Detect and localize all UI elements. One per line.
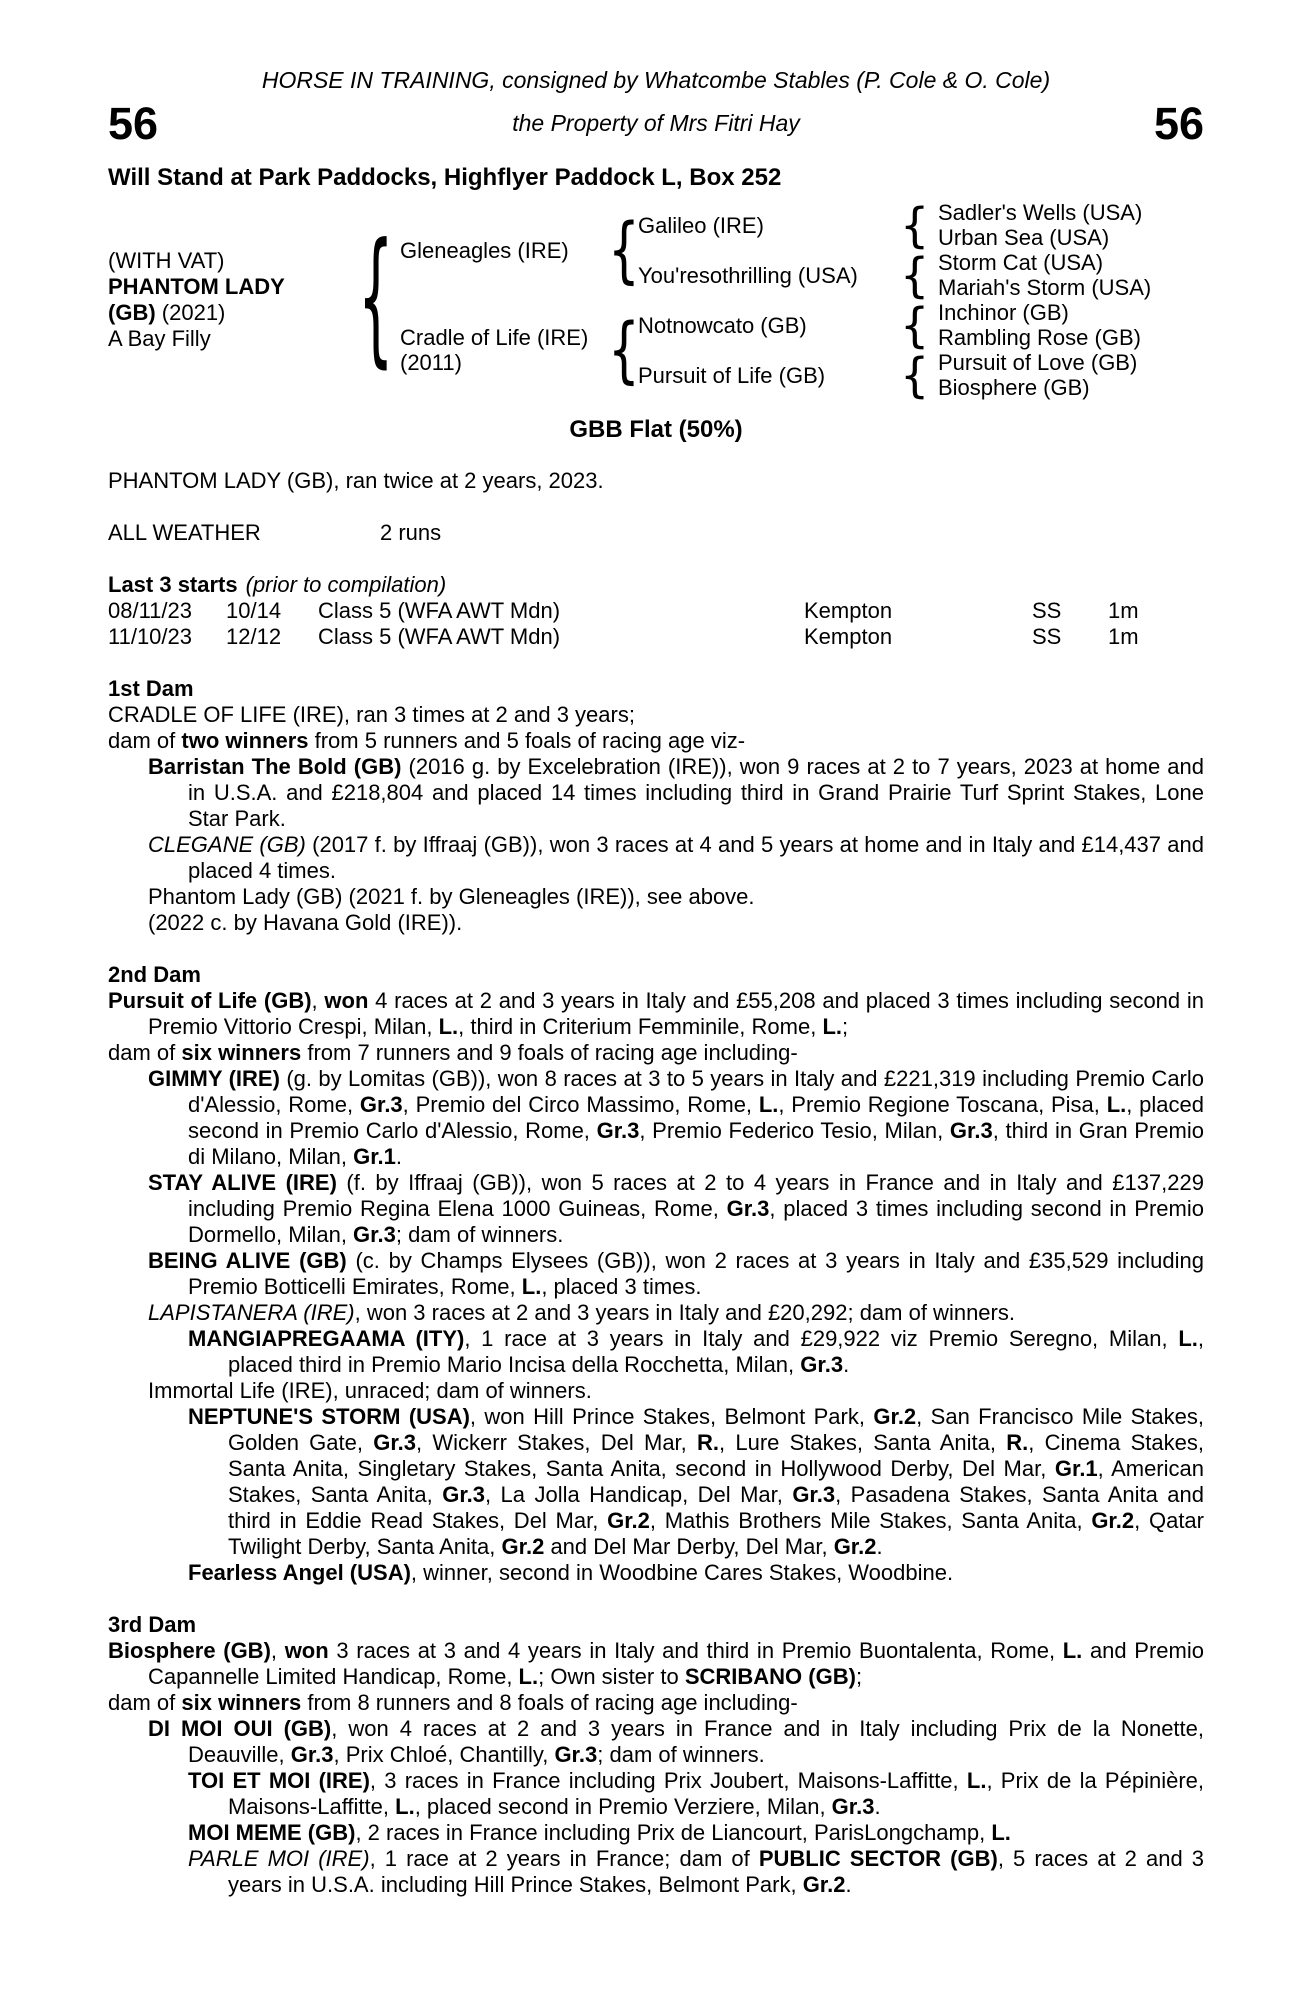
paragraph-segment: L. xyxy=(438,1014,459,1039)
paragraph-segment: Gr.3 xyxy=(373,1430,417,1455)
paragraph-segment: Fearless Angel (USA) xyxy=(188,1560,411,1585)
paragraph-segment: NEPTUNE'S STORM (USA) xyxy=(188,1404,470,1429)
paragraph-segment: ; dam of winners. xyxy=(597,1742,765,1767)
paragraph-segment: . xyxy=(843,1352,850,1377)
pedigree-brace-root: { xyxy=(358,214,394,384)
paragraph-segment: Phantom Lady (GB) (2021 f. by Gleneagles (IRE)), see above. xyxy=(148,884,755,909)
pedigree-brace-dam: { xyxy=(608,307,640,393)
paragraph-segment: MOI MEME (GB) xyxy=(188,1820,356,1845)
catalogue-paragraph xyxy=(108,1248,1204,1300)
horse-suffix-year xyxy=(108,300,358,326)
paragraph-segment: ; xyxy=(855,1664,863,1689)
dam-section xyxy=(108,1612,1204,1898)
paragraph-segment: Gr.3 xyxy=(596,1118,640,1143)
pedigree-brace-pair-4: { xyxy=(900,347,930,403)
paragraph-segment: , American Stakes, Santa Anita, xyxy=(228,1456,1204,1507)
paragraph-segment: Gr.3 xyxy=(554,1742,598,1767)
race-start-position: 10/14 xyxy=(226,598,282,623)
dam-section xyxy=(108,962,1204,1586)
race-start-course: Kempton xyxy=(804,598,893,623)
paragraph-segment: two winners xyxy=(181,728,309,753)
lot-header xyxy=(108,98,1204,150)
paragraph-segment: (2016 g. by Excelebration (IRE)), won 9 races at 2 to 7 years, 2023 at home and in U.S.A. and £218,804 and placed 14 times including third in Grand Prairie Turf Sprint Stakes, Lone Star Park. xyxy=(188,754,1204,831)
great-grandparent: Inchinor (GB) xyxy=(938,300,1069,325)
catalogue-paragraph xyxy=(108,1846,1204,1898)
dam-section xyxy=(108,676,1204,936)
pedigree-brace-pair-3: { xyxy=(900,297,930,353)
paragraph-segment: L. xyxy=(518,1664,539,1689)
grandsire-maternal: Notnowcato (GB) xyxy=(638,312,807,338)
surface-record xyxy=(108,520,1204,546)
catalogue-paragraph xyxy=(108,1690,1204,1716)
paragraph-segment: Gr.3 xyxy=(792,1482,836,1507)
paragraph-segment: , Mathis Brothers Mile Stakes, Santa Anita, xyxy=(649,1508,1092,1533)
paragraph-segment: Gr.3 xyxy=(800,1352,844,1377)
paragraph-segment: from 7 runners and 9 foals of racing age including- xyxy=(301,1040,798,1065)
surface-runs: 2 runs xyxy=(380,520,442,545)
paragraph-segment: , won 3 races at 2 and 3 years in Italy and £20,292; dam of winners. xyxy=(354,1300,1015,1325)
paragraph-segment: PUBLIC SECTOR (GB) xyxy=(758,1846,998,1871)
paragraph-segment: L. xyxy=(1178,1326,1198,1351)
paragraph-segment: and Del Mar Derby, Del Mar, xyxy=(544,1534,834,1559)
great-grandparent: Mariah's Storm (USA) xyxy=(938,275,1152,300)
paragraph-segment: CLEGANE (GB) xyxy=(148,832,306,857)
paragraph-segment: . xyxy=(395,1144,403,1169)
lot-number-right: 56 xyxy=(1153,98,1204,149)
paragraph-segment: SCRIBANO (GB) xyxy=(684,1664,856,1689)
paragraph-segment: dam of xyxy=(108,1690,182,1715)
catalogue-paragraph xyxy=(108,1716,1204,1768)
dam-heading: 1st Dam xyxy=(108,676,194,701)
paragraph-segment: Gr.1 xyxy=(353,1144,396,1169)
paragraph-segment: R. xyxy=(1006,1430,1029,1455)
pedigree-chart xyxy=(108,197,1204,403)
race-start-row xyxy=(108,624,1204,650)
paragraph-segment: , 5 races at 2 and 3 years in U.S.A. including Hill Prince Stakes, Belmont Park, xyxy=(228,1846,1205,1897)
paragraph-segment: Gr.2 xyxy=(1091,1508,1135,1533)
paragraph-segment: , 1 race at 3 years in Italy and £29,922 viz Premio Seregno, Milan, xyxy=(464,1326,1179,1351)
paragraph-segment: , placed 3 times. xyxy=(541,1274,702,1299)
paragraph-segment: won xyxy=(284,1638,329,1663)
paragraph-segment: 4 races at 2 and 3 years in Italy and £55,208 and placed 3 times including second in Premio Vittorio Crespi, Milan, xyxy=(148,988,1205,1039)
paragraph-segment: L. xyxy=(966,1768,987,1793)
catalogue-paragraph xyxy=(108,1066,1204,1170)
paragraph-segment: Gr.3 xyxy=(831,1794,875,1819)
catalogue-paragraph xyxy=(108,702,1204,728)
last-starts-label: Last 3 starts xyxy=(108,572,238,597)
paragraph-segment: , placed second in Premio Verziere, Milan, xyxy=(414,1794,832,1819)
paragraph-segment: STAY ALIVE (IRE) xyxy=(148,1170,337,1195)
paragraph-segment: L. xyxy=(521,1274,542,1299)
granddam-maternal: Pursuit of Life (GB) xyxy=(638,362,826,388)
paragraph-segment: BEING ALIVE (GB) xyxy=(148,1248,347,1273)
catalogue-paragraph xyxy=(108,1768,1204,1820)
great-grandparent: Urban Sea (USA) xyxy=(938,225,1110,250)
race-start-race: Class 5 (WFA AWT Mdn) xyxy=(318,598,561,623)
last-starts-note: (prior to compilation) xyxy=(245,572,447,597)
paragraph-segment: LAPISTANERA (IRE) xyxy=(148,1300,355,1325)
paragraph-segment: , winner, second in Woodbine Cares Stakes, Woodbine. xyxy=(410,1560,954,1585)
paragraph-segment: , Wickerr Stakes, Del Mar, xyxy=(416,1430,698,1455)
paragraph-segment: Barristan The Bold (GB) xyxy=(148,754,402,779)
paragraph-segment: , 3 races in France including Prix Joubert, Maisons-Laffitte, xyxy=(369,1768,967,1793)
paragraph-segment: , third in Gran Premio di Milano, Milan, xyxy=(188,1118,1204,1169)
stand-location-line: Will Stand at Park Paddocks, Highflyer Paddock L, Box 252 xyxy=(108,164,782,191)
paragraph-segment: CRADLE OF LIFE (IRE), ran 3 times at 2 and 3 years; xyxy=(108,702,635,727)
paragraph-segment: L. xyxy=(1062,1638,1083,1663)
catalogue-paragraph xyxy=(108,884,1204,910)
race-start-position: 12/12 xyxy=(226,624,282,649)
paragraph-segment: , Lure Stakes, Santa Anita, xyxy=(719,1430,1007,1455)
horse-description: A Bay Filly xyxy=(108,326,211,351)
catalogue-paragraph xyxy=(108,1300,1204,1326)
paragraph-segment: 3 races at 3 and 4 years in Italy and third in Premio Buontalenta, Rome, xyxy=(328,1638,1063,1663)
paragraph-segment: L. xyxy=(822,1014,843,1039)
paragraph-segment: , San Francisco Mile Stakes, Golden Gate, xyxy=(228,1404,1204,1455)
paragraph-segment: six winners xyxy=(181,1040,302,1065)
paragraph-segment: Gr.2 xyxy=(501,1534,545,1559)
dam-heading: 3rd Dam xyxy=(108,1612,197,1637)
paragraph-segment: from 8 runners and 8 foals of racing age including- xyxy=(301,1690,798,1715)
vat-note: (WITH VAT) xyxy=(108,248,225,273)
paragraph-segment: , Prix de la Pépinière, Maisons-Laffitte, xyxy=(228,1768,1204,1819)
great-grandparent: Pursuit of Love (GB) xyxy=(938,350,1138,375)
paragraph-segment: ; dam of winners. xyxy=(395,1222,564,1247)
race-start-distance: 1m xyxy=(1108,624,1139,649)
catalogue-paragraph xyxy=(108,1560,1204,1586)
dam-year-line: (2011) xyxy=(400,350,462,375)
paragraph-segment: , xyxy=(311,988,325,1013)
paragraph-segment: . xyxy=(845,1872,852,1897)
paragraph-segment: Gr.2 xyxy=(607,1508,650,1533)
race-start-going: SS xyxy=(1032,598,1062,623)
great-grandparent: Rambling Rose (GB) xyxy=(938,325,1141,350)
pedigree-brace-sire: { xyxy=(608,207,640,293)
paragraph-segment: dam of xyxy=(108,728,182,753)
race-start-row xyxy=(108,598,1204,624)
catalogue-paragraph xyxy=(108,728,1204,754)
granddam-paternal: You'resothrilling (USA) xyxy=(638,262,858,288)
race-start-date: 11/10/23 xyxy=(108,624,193,649)
race-starts-rows xyxy=(108,598,1204,650)
catalogue-paragraph xyxy=(108,1170,1204,1248)
grandsire-paternal: Galileo (IRE) xyxy=(638,212,764,238)
paragraph-segment: (2022 c. by Havana Gold (IRE)). xyxy=(148,910,463,935)
paragraph-segment: , placed third in Premio Mario Incisa della Rocchetta, Milan, xyxy=(228,1326,1204,1377)
paragraph-segment: from 5 runners and 5 foals of racing age viz- xyxy=(308,728,746,753)
paragraph-segment: , 2 races in France including Prix de Liancourt, ParisLongchamp, xyxy=(355,1820,992,1845)
paragraph-segment: R. xyxy=(697,1430,720,1455)
paragraph-segment: , won Hill Prince Stakes, Belmont Park, xyxy=(469,1404,874,1429)
paragraph-segment: Gr.3 xyxy=(442,1482,486,1507)
paragraph-segment: , Prix Chloé, Chantilly, xyxy=(333,1742,555,1767)
paragraph-segment: Gr.2 xyxy=(833,1534,877,1559)
paragraph-segment: , placed second in Premio Carlo d'Alessio, Rome, xyxy=(188,1092,1204,1143)
paragraph-segment: , Pasadena Stakes, Santa Anita and third in Eddie Read Stakes, Del Mar, xyxy=(228,1482,1204,1533)
race-start-going: SS xyxy=(1032,624,1062,649)
paragraph-segment: won xyxy=(324,988,369,1013)
great-grandparent: Sadler's Wells (USA) xyxy=(938,200,1143,225)
catalogue-paragraph xyxy=(108,1638,1204,1690)
paragraph-segment: , third in Criterium Femminile, Rome, xyxy=(458,1014,823,1039)
paragraph-segment: , 1 race at 2 years in France; dam of xyxy=(369,1846,759,1871)
gbb-flat-line: GBB Flat (50%) xyxy=(569,416,743,443)
dam-name xyxy=(400,325,608,375)
catalogue-paragraph xyxy=(108,1040,1204,1066)
property-line: the Property of Mrs Fitri Hay xyxy=(512,110,800,136)
paragraph-segment: . xyxy=(874,1794,881,1819)
paragraph-segment: L. xyxy=(1106,1092,1127,1117)
paragraph-segment: dam of xyxy=(108,1040,182,1065)
paragraph-segment: , xyxy=(270,1638,285,1663)
paragraph-segment: , Cinema Stakes, Santa Anita, Singletary Stakes, Santa Anita, second in Hollywood Derby, Del Mar, xyxy=(228,1430,1204,1481)
paragraph-segment: Gr.2 xyxy=(802,1872,846,1897)
race-summary: PHANTOM LADY (GB), ran twice at 2 years, 2023. xyxy=(108,468,604,493)
consignor-line: HORSE IN TRAINING, consigned by Whatcombe Stables (P. Cole & O. Cole) xyxy=(261,67,1051,93)
dam-sections xyxy=(108,676,1204,1898)
paragraph-segment: L. xyxy=(395,1794,415,1819)
dam-heading: 2nd Dam xyxy=(108,962,201,987)
paragraph-segment: ; Own sister to xyxy=(538,1664,685,1689)
last-starts-heading xyxy=(108,572,1204,598)
catalogue-paragraph xyxy=(108,1326,1204,1378)
sire-name: Gleneagles (IRE) xyxy=(400,237,569,263)
paragraph-segment: six winners xyxy=(181,1690,302,1715)
race-start-course: Kempton xyxy=(804,624,893,649)
catalogue-paragraph xyxy=(108,910,1204,936)
paragraph-segment: L. xyxy=(758,1092,779,1117)
paragraph-segment: , Premio Regione Toscana, Pisa, xyxy=(778,1092,1107,1117)
lot-number-left: 56 xyxy=(108,98,159,149)
great-grandparent: Biosphere (GB) xyxy=(938,375,1090,400)
paragraph-segment: Biosphere (GB) xyxy=(108,1638,271,1663)
paragraph-segment: Gr.3 xyxy=(290,1742,334,1767)
paragraph-segment: (2017 f. by Iffraaj (GB)), won 3 races at 4 and 5 years at home and in Italy and £14,437 and placed 4 times. xyxy=(188,832,1204,883)
catalogue-paragraph xyxy=(108,1404,1204,1560)
paragraph-segment: L. xyxy=(991,1820,1011,1845)
pedigree-brace-pair-1: { xyxy=(900,197,930,253)
catalogue-paragraph xyxy=(108,1378,1204,1404)
paragraph-segment: , Premio del Circo Massimo, Rome, xyxy=(402,1092,759,1117)
paragraph-segment: TOI ET MOI (IRE) xyxy=(188,1768,370,1793)
race-start-date: 08/11/23 xyxy=(108,598,193,623)
race-start-distance: 1m xyxy=(1108,598,1139,623)
catalogue-paragraph xyxy=(108,1820,1204,1846)
paragraph-segment: Gr.3 xyxy=(353,1222,396,1247)
paragraph-segment: Gr.3 xyxy=(726,1196,770,1221)
paragraph-segment: , Qatar Twilight Derby, Santa Anita, xyxy=(228,1508,1204,1559)
paragraph-segment: Gr.3 xyxy=(949,1118,993,1143)
paragraph-segment: Pursuit of Life (GB) xyxy=(108,988,312,1013)
paragraph-segment: Immortal Life (IRE), unraced; dam of winners. xyxy=(148,1378,592,1403)
paragraph-segment: , won 4 races at 2 and 3 years in France and in Italy including Prix de la Nonette, Deauville, xyxy=(188,1716,1204,1767)
paragraph-segment: Gr.2 xyxy=(873,1404,917,1429)
paragraph-segment: Gr.1 xyxy=(1054,1456,1098,1481)
paragraph-segment: , Premio Federico Tesio, Milan, xyxy=(639,1118,950,1143)
horse-details xyxy=(108,248,358,352)
paragraph-segment: and Premio Capannelle Limited Handicap, Rome, xyxy=(148,1638,1204,1689)
paragraph-segment: ; xyxy=(842,1014,849,1039)
dam-name-line: Cradle of Life (IRE) xyxy=(400,325,589,350)
paragraph-segment: DI MOI OUI (GB) xyxy=(148,1716,332,1741)
paragraph-segment: (c. by Champs Elysees (GB)), won 2 races at 3 years in Italy and £35,529 including Premio Botticelli Emirates, Rome, xyxy=(188,1248,1204,1299)
race-start-race: Class 5 (WFA AWT Mdn) xyxy=(318,624,561,649)
catalogue-paragraph xyxy=(108,832,1204,884)
horse-name: PHANTOM LADY xyxy=(108,274,285,299)
paragraph-segment: , placed 3 times including second in Premio Dormello, Milan, xyxy=(188,1196,1204,1247)
paragraph-segment: (f. by Iffraaj (GB)), won 5 races at 2 to 4 years in France and in Italy and £137,229 including Premio Regina Elena 1000 Guineas, Rome, xyxy=(188,1170,1204,1221)
horse-year: (2021) xyxy=(161,300,226,325)
paragraph-segment: , La Jolla Handicap, Del Mar, xyxy=(485,1482,793,1507)
horse-suffix: (GB) xyxy=(108,300,156,325)
paragraph-segment: PARLE MOI (IRE) xyxy=(188,1846,370,1871)
paragraph-segment: (g. by Lomitas (GB)), won 8 races at 3 to 5 years in Italy and £221,319 including Premio Carlo d'Alessio, Rome, xyxy=(188,1066,1205,1117)
paragraph-segment: . xyxy=(876,1534,883,1559)
paragraph-segment: Gr.3 xyxy=(359,1092,403,1117)
surface-label: ALL WEATHER xyxy=(108,520,261,545)
great-grandparent: Storm Cat (USA) xyxy=(938,250,1104,275)
paragraph-segment: MANGIAPREGAAMA (ITY) xyxy=(188,1326,465,1351)
pedigree-brace-pair-2: { xyxy=(900,247,930,303)
catalogue-paragraph xyxy=(108,988,1204,1040)
catalogue-paragraph xyxy=(108,754,1204,832)
paragraph-segment: GIMMY (IRE) xyxy=(148,1066,280,1091)
